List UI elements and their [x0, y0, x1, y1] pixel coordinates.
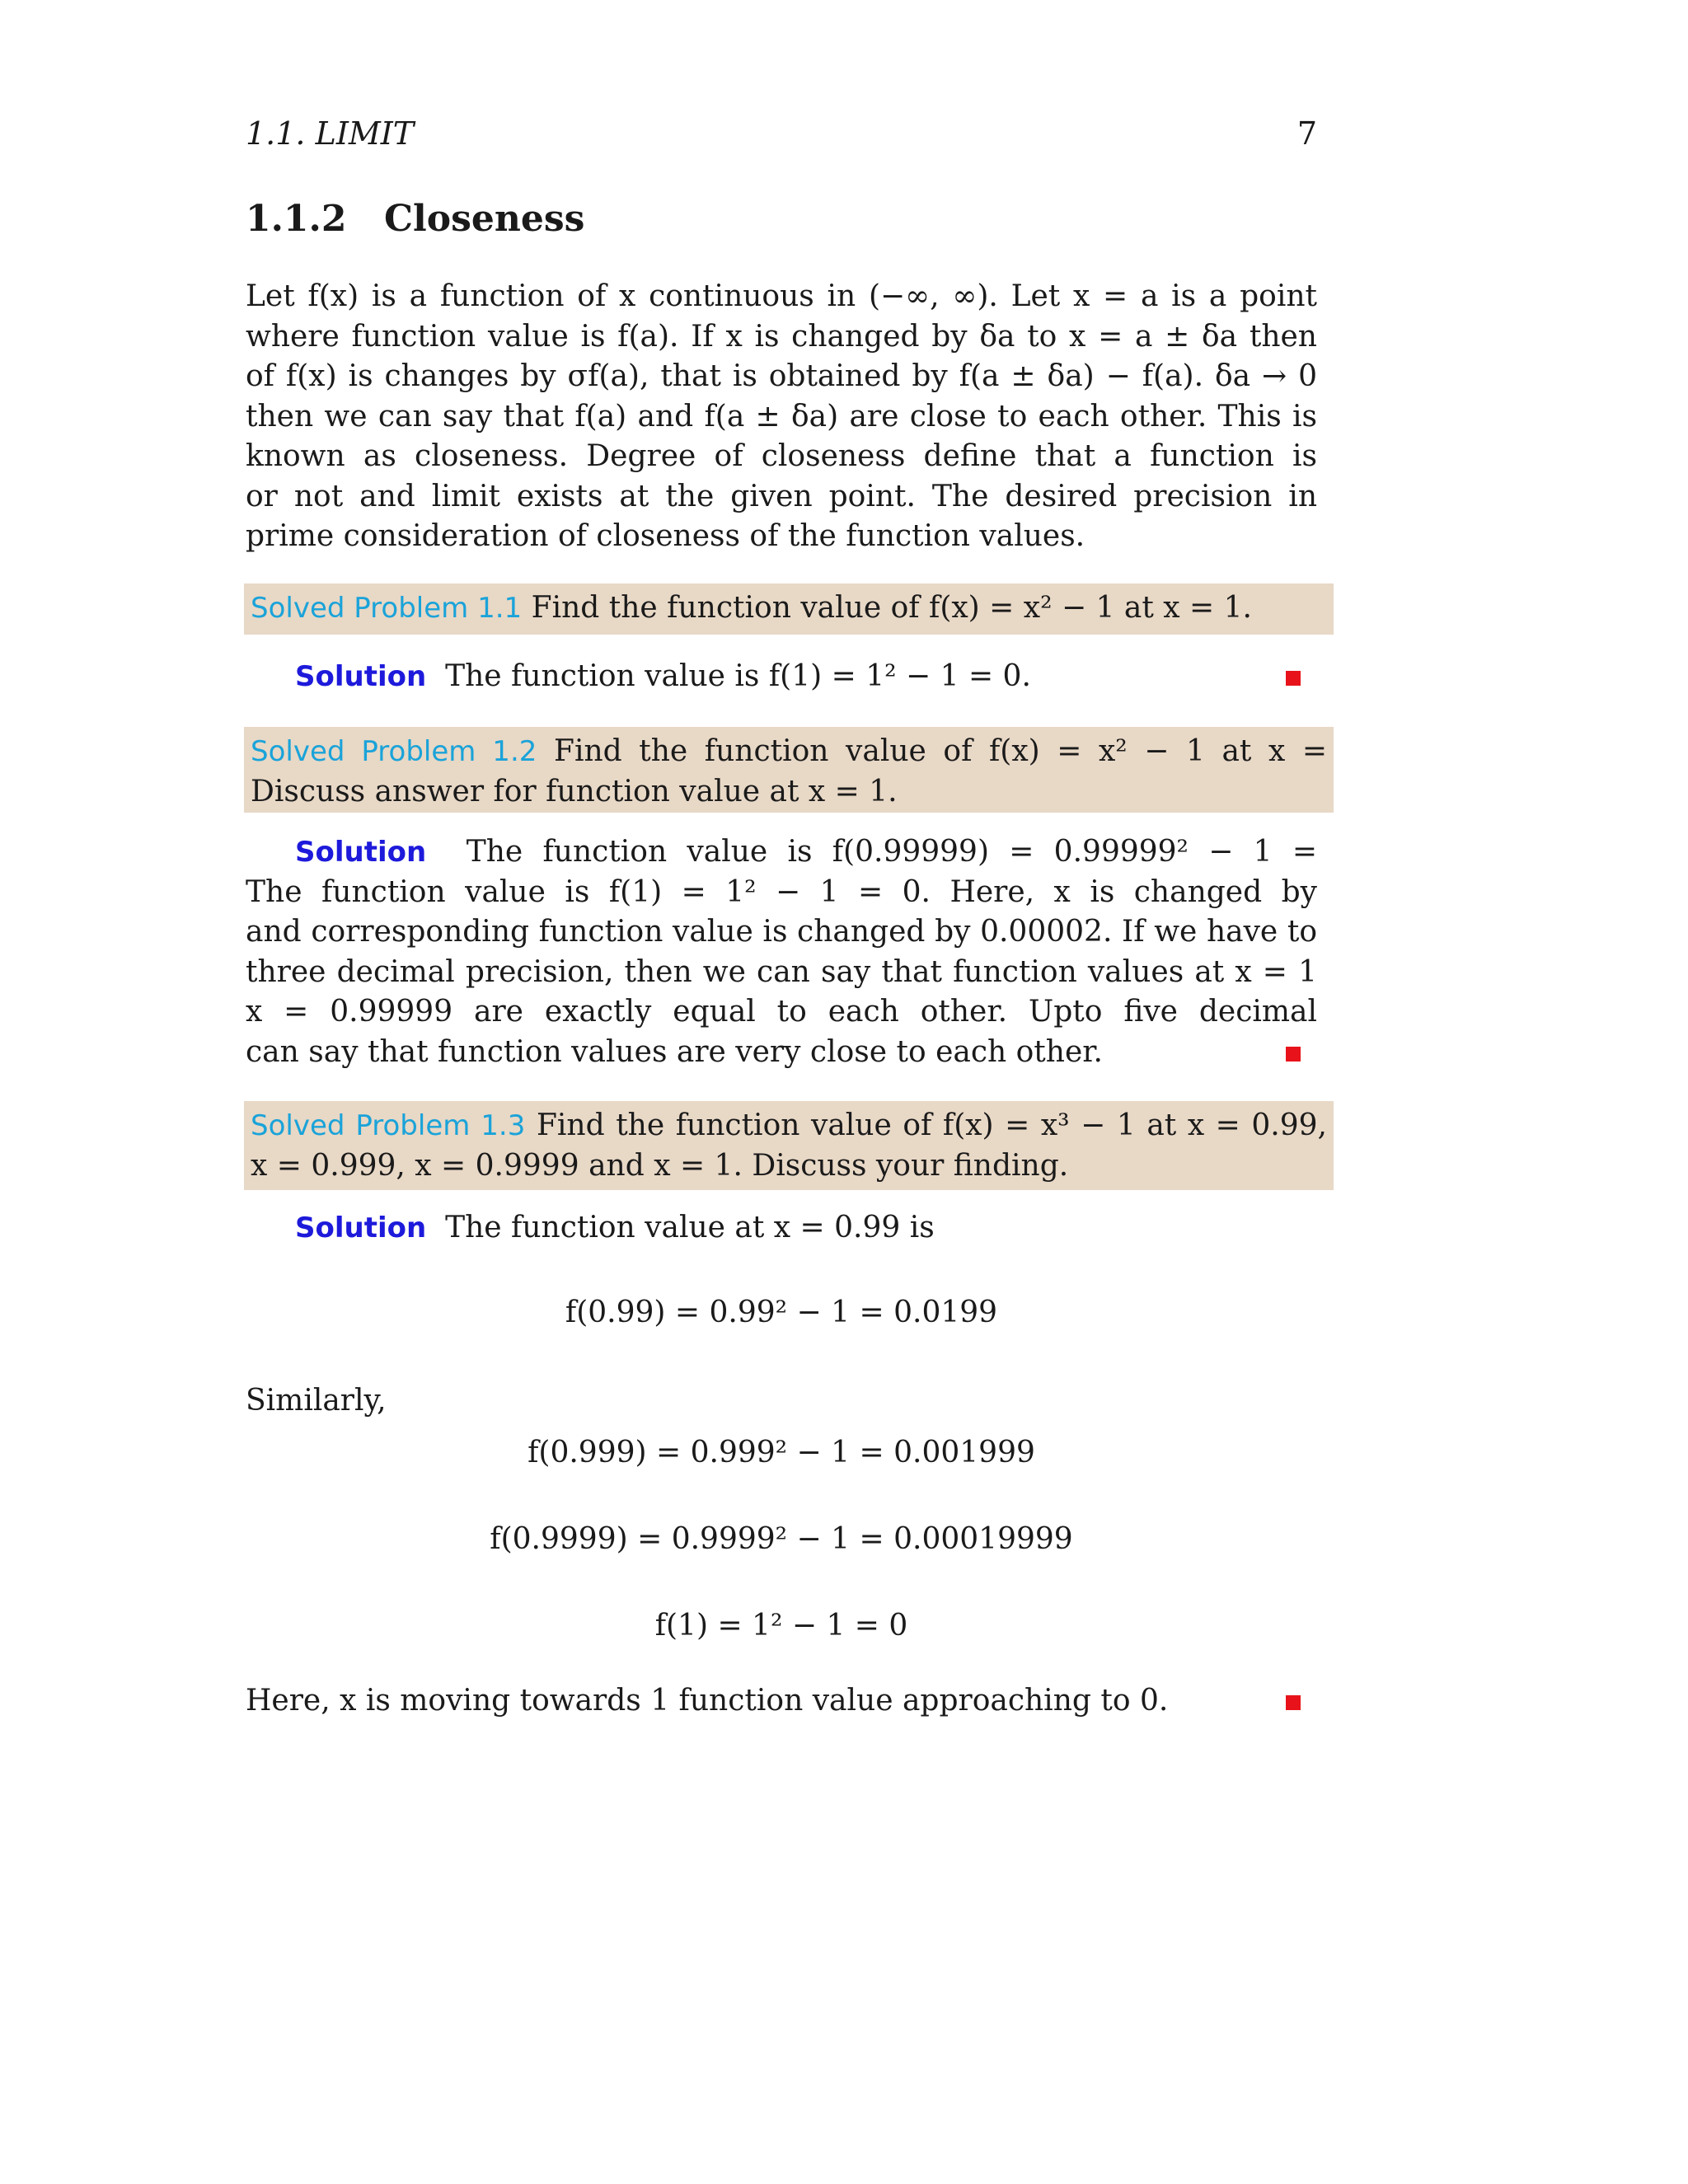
problem-box — [244, 727, 1334, 813]
problem-statement-line: Discuss answer for function value at x = 1. — [251, 774, 898, 808]
problem-label: Solved Problem 1.3 — [251, 1109, 526, 1142]
qed-mark — [1286, 1695, 1301, 1710]
solution-line: x = 0.99999 are exactly equal to each other. Upto five decimal — [246, 995, 1317, 1029]
intro-line: then we can say that f(a) and f(a ± δa) are close to each other. This is — [246, 399, 1317, 434]
solution-line: Solution The function value is f(1) = 1² − 1 = 0. — [246, 657, 1317, 697]
solution-line: three decimal precision, then we can say that function values at x = 1 — [246, 954, 1317, 989]
qed-mark — [1286, 1047, 1301, 1062]
solution-paragraph — [246, 657, 1317, 697]
page-number: 7 — [1296, 115, 1317, 152]
problem-label: Solved Problem 1.2 — [251, 735, 537, 768]
solution-line: Solution The function value at x = 0.99 is — [295, 1211, 935, 1244]
solution-paragraph — [246, 832, 1317, 1072]
problem-statement-line: x = 0.999, x = 0.9999 and x = 1. Discuss your finding. — [251, 1148, 1069, 1183]
display-equation: f(0.999) = 0.999² − 1 = 0.001999 — [528, 1436, 1035, 1469]
problem-label: Solved Problem 1.1 — [251, 592, 523, 625]
intro-line: Let f(x) is a function of x continuous in (−∞, ∞). Let x = a is a point — [246, 279, 1317, 313]
running-head — [246, 115, 1317, 158]
problem-statement-line: Solved Problem 1.2 Find the function value of f(x) = x² − 1 at x = — [251, 734, 1327, 768]
conclusion-paragraph — [246, 1681, 1317, 1722]
chapter-title: 1.1. LIMIT — [246, 115, 415, 152]
problem-box — [244, 1101, 1334, 1190]
solution-label: Solution — [295, 1212, 427, 1244]
problem-box — [244, 583, 1334, 635]
conclusion-line: Here, x is moving towards 1 function value approaching to 0. — [246, 1681, 1317, 1722]
solution-line: The function value is f(1) = 1² − 1 = 0. Here, x is changed by — [246, 874, 1317, 909]
problem-statement-line: Solved Problem 1.3 Find the function value of f(x) = x³ − 1 at x = 0.99, — [251, 1108, 1327, 1142]
intro-line: known as closeness. Degree of closeness define that a function is — [246, 439, 1317, 473]
solution-label: Solution — [295, 836, 427, 869]
intro-paragraph — [246, 277, 1317, 557]
solution-line: can say that function values are very close to each other. — [246, 1033, 1317, 1073]
intro-line: prime consideration of closeness of the function values. — [246, 519, 1085, 553]
intro-line: or not and limit exists at the given point. The desired precision in — [246, 479, 1317, 513]
solution-paragraph — [246, 1208, 1317, 1249]
display-equation: f(1) = 1² − 1 = 0 — [654, 1609, 908, 1643]
section-title: Closeness — [384, 198, 585, 240]
problem-statement-line: Solved Problem 1.1 Find the function value of f(x) = x² − 1 at x = 1. — [251, 591, 1252, 625]
display-equation: f(0.99) = 0.99² − 1 = 0.0199 — [565, 1296, 998, 1329]
solution-line: Solution The function value is f(0.99999) = 0.99999² − 1 = — [295, 835, 1317, 869]
intro-line: of f(x) is changes by σf(a), that is obtained by f(a ± δa) − f(a). δa → 0 — [246, 359, 1317, 393]
similarly-text: Similarly, — [246, 1384, 387, 1418]
display-equation: f(0.9999) = 0.9999² − 1 = 0.00019999 — [490, 1522, 1073, 1556]
solution-label: Solution — [295, 660, 427, 693]
qed-mark — [1286, 671, 1301, 686]
intro-line: where function value is f(a). If x is changed by δa to x = a ± δa then — [246, 319, 1317, 354]
section-heading — [246, 198, 584, 240]
section-number: 1.1.2 — [246, 198, 347, 240]
solution-line: and corresponding function value is changed by 0.00002. If we have to — [246, 915, 1317, 949]
